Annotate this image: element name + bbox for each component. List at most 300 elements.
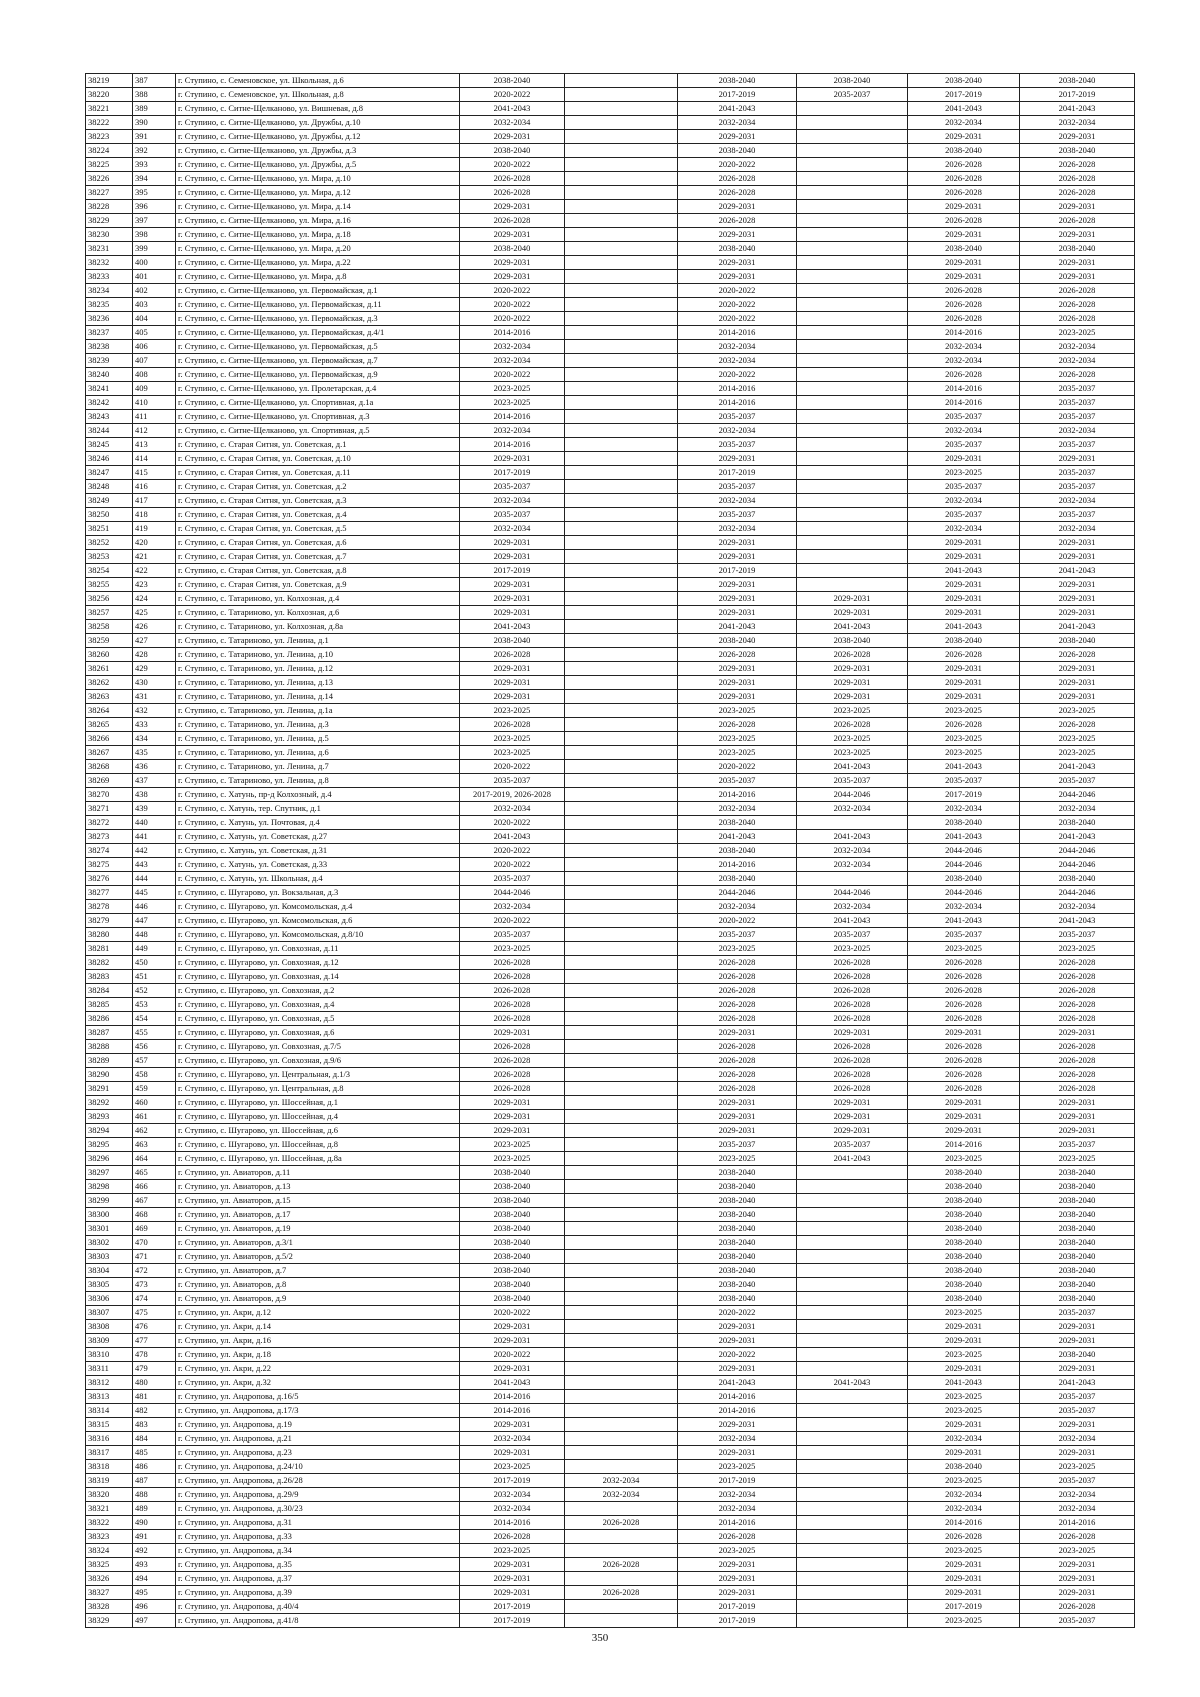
table-cell: 2017-2019 bbox=[678, 1600, 797, 1614]
table-cell: 2038-2040 bbox=[908, 1250, 1020, 1264]
table-cell: 2023-2025 bbox=[460, 1544, 565, 1558]
table-cell: 406 bbox=[133, 340, 176, 354]
table-cell: 2020-2022 bbox=[678, 1306, 797, 1320]
table-cell: 38259 bbox=[86, 634, 133, 648]
table-row bbox=[86, 1068, 1135, 1082]
table-cell: 2038-2040 bbox=[678, 1194, 797, 1208]
table-cell: 495 bbox=[133, 1586, 176, 1600]
table-cell: 2035-2037 bbox=[1020, 396, 1135, 410]
table-cell: 38263 bbox=[86, 690, 133, 704]
table-cell: 2029-2031 bbox=[678, 1110, 797, 1124]
table-cell: г. Ступино, ул. Авиаторов, д.8 bbox=[176, 1278, 460, 1292]
table-cell: 2035-2037 bbox=[797, 774, 908, 788]
table-row bbox=[86, 1222, 1135, 1236]
table-cell: 2038-2040 bbox=[460, 1292, 565, 1306]
table-cell: г. Ступино, с. Шугарово, ул. Совхозная, д.7/5 bbox=[176, 1040, 460, 1054]
table-cell: 2041-2043 bbox=[908, 564, 1020, 578]
table-cell: г. Ступино, с. Хатунь, ул. Школьная, д.4 bbox=[176, 872, 460, 886]
table-cell: 38276 bbox=[86, 872, 133, 886]
table-cell: г. Ступино, с. Шугарово, ул. Шоссейная, д.4 bbox=[176, 1110, 460, 1124]
table-cell: 2032-2034 bbox=[678, 340, 797, 354]
table-cell: 2029-2031 bbox=[797, 606, 908, 620]
table-cell: 2023-2025 bbox=[797, 746, 908, 760]
table-cell: 38246 bbox=[86, 452, 133, 466]
table-cell: 2032-2034 bbox=[797, 802, 908, 816]
table-cell: 2026-2028 bbox=[678, 998, 797, 1012]
table-cell: 2038-2040 bbox=[1020, 144, 1135, 158]
table-cell: 2026-2028 bbox=[1020, 298, 1135, 312]
table-cell: 2035-2037 bbox=[1020, 1474, 1135, 1488]
table-cell: 2026-2028 bbox=[908, 214, 1020, 228]
table-cell: 2023-2025 bbox=[1020, 746, 1135, 760]
table-cell: 38231 bbox=[86, 242, 133, 256]
table-cell: г. Ступино, ул. Андропова, д.39 bbox=[176, 1586, 460, 1600]
table-cell: 405 bbox=[133, 326, 176, 340]
table-cell bbox=[797, 1320, 908, 1334]
table-cell: 2026-2028 bbox=[1020, 984, 1135, 998]
table-cell: 2032-2034 bbox=[460, 354, 565, 368]
table-cell: 2023-2025 bbox=[908, 1614, 1020, 1628]
table-cell: 2035-2037 bbox=[460, 872, 565, 886]
table-cell: 2032-2034 bbox=[678, 900, 797, 914]
table-cell: 2029-2031 bbox=[678, 578, 797, 592]
table-cell: г. Ступино, с. Старая Ситня, ул. Советская, д.6 bbox=[176, 536, 460, 550]
table-cell: 2029-2031 bbox=[908, 1572, 1020, 1586]
table-cell: 431 bbox=[133, 690, 176, 704]
table-row bbox=[86, 228, 1135, 242]
table-cell: 2038-2040 bbox=[460, 242, 565, 256]
table-cell: 476 bbox=[133, 1320, 176, 1334]
table-cell: 2029-2031 bbox=[1020, 676, 1135, 690]
table-cell: 38260 bbox=[86, 648, 133, 662]
table-cell: 38227 bbox=[86, 186, 133, 200]
table-cell: 452 bbox=[133, 984, 176, 998]
table-cell: 38235 bbox=[86, 298, 133, 312]
table-cell: 2035-2037 bbox=[678, 774, 797, 788]
table-cell: 2032-2034 bbox=[460, 1432, 565, 1446]
table-cell: 2035-2037 bbox=[678, 928, 797, 942]
table-cell: 2038-2040 bbox=[908, 1460, 1020, 1474]
table-cell: 38249 bbox=[86, 494, 133, 508]
table-cell: г. Ступино, с. Ситне-Щелканово, ул. Мира, д.16 bbox=[176, 214, 460, 228]
table-cell: 2023-2025 bbox=[1020, 1460, 1135, 1474]
table-cell: 2029-2031 bbox=[908, 550, 1020, 564]
table-cell: 440 bbox=[133, 816, 176, 830]
table-cell: 2026-2028 bbox=[908, 718, 1020, 732]
table-cell: 38267 bbox=[86, 746, 133, 760]
table-cell: 2038-2040 bbox=[908, 1236, 1020, 1250]
table-cell: г. Ступино, ул. Авиаторов, д.9 bbox=[176, 1292, 460, 1306]
table-cell: 38304 bbox=[86, 1264, 133, 1278]
table-row bbox=[86, 1544, 1135, 1558]
table-cell bbox=[797, 228, 908, 242]
table-cell: 38327 bbox=[86, 1586, 133, 1600]
table-cell: 2014-2016 bbox=[908, 1516, 1020, 1530]
table-row bbox=[86, 382, 1135, 396]
table-cell: 462 bbox=[133, 1124, 176, 1138]
table-cell: г. Ступино, ул. Андропова, д.23 bbox=[176, 1446, 460, 1460]
table-cell: 2029-2031 bbox=[1020, 1558, 1135, 1572]
table-cell bbox=[565, 1348, 678, 1362]
table-cell: 2017-2019 bbox=[908, 88, 1020, 102]
table-cell: 2038-2040 bbox=[460, 1194, 565, 1208]
table-cell bbox=[565, 200, 678, 214]
table-cell: 2041-2043 bbox=[678, 620, 797, 634]
table-cell: 403 bbox=[133, 298, 176, 312]
table-cell: г. Ступино, с. Старая Ситня, ул. Советская, д.4 bbox=[176, 508, 460, 522]
table-cell: 2032-2034 bbox=[908, 494, 1020, 508]
table-cell: 2035-2037 bbox=[908, 774, 1020, 788]
table-cell: 2032-2034 bbox=[460, 424, 565, 438]
table-cell: 2038-2040 bbox=[678, 242, 797, 256]
table-cell: 2029-2031 bbox=[908, 452, 1020, 466]
table-cell: 2023-2025 bbox=[460, 732, 565, 746]
table-cell bbox=[797, 1166, 908, 1180]
table-cell: г. Ступино, с. Шугарово, ул. Совхозная, д.2 bbox=[176, 984, 460, 998]
table-cell bbox=[565, 1068, 678, 1082]
table-cell: 497 bbox=[133, 1614, 176, 1628]
table-cell: 38325 bbox=[86, 1558, 133, 1572]
table-cell: 2026-2028 bbox=[1020, 1082, 1135, 1096]
table-cell: 2032-2034 bbox=[460, 340, 565, 354]
table-cell: 455 bbox=[133, 1026, 176, 1040]
table-cell: 2029-2031 bbox=[1020, 228, 1135, 242]
table-cell bbox=[565, 1530, 678, 1544]
table-cell: 2023-2025 bbox=[1020, 1544, 1135, 1558]
table-row bbox=[86, 1166, 1135, 1180]
table-cell bbox=[565, 928, 678, 942]
table-cell: 2038-2040 bbox=[908, 872, 1020, 886]
table-cell: 2038-2040 bbox=[1020, 1264, 1135, 1278]
table-cell: 2038-2040 bbox=[797, 634, 908, 648]
table-row bbox=[86, 872, 1135, 886]
table-row bbox=[86, 1278, 1135, 1292]
table-cell: г. Ступино, с. Татариново, ул. Ленина, д.8 bbox=[176, 774, 460, 788]
table-cell bbox=[565, 354, 678, 368]
table-row bbox=[86, 1026, 1135, 1040]
table-row bbox=[86, 1096, 1135, 1110]
table-cell: г. Ступино, с. Татариново, ул. Ленина, д.12 bbox=[176, 662, 460, 676]
table-row bbox=[86, 788, 1135, 802]
table-cell: 2038-2040 bbox=[1020, 74, 1135, 88]
table-cell: 2026-2028 bbox=[460, 172, 565, 186]
table-cell bbox=[797, 1586, 908, 1600]
table-cell bbox=[565, 326, 678, 340]
table-cell: 2023-2025 bbox=[678, 746, 797, 760]
table-cell: 38279 bbox=[86, 914, 133, 928]
table-cell: г. Ступино, с. Татариново, ул. Ленина, д.7 bbox=[176, 760, 460, 774]
table-cell bbox=[565, 718, 678, 732]
table-row bbox=[86, 1600, 1135, 1614]
table-cell: 2029-2031 bbox=[908, 1096, 1020, 1110]
table-cell: 465 bbox=[133, 1166, 176, 1180]
table-cell: 38274 bbox=[86, 844, 133, 858]
table-cell: 2038-2040 bbox=[460, 1222, 565, 1236]
table-cell: 2029-2031 bbox=[460, 578, 565, 592]
table-cell bbox=[565, 578, 678, 592]
table-cell: 2029-2031 bbox=[1020, 578, 1135, 592]
table-cell: 2029-2031 bbox=[1020, 536, 1135, 550]
table-cell: 2044-2046 bbox=[908, 886, 1020, 900]
table-cell: 2020-2022 bbox=[678, 914, 797, 928]
table-cell: г. Ступино, с. Ситне-Щелканово, ул. Первомайская, д.4/1 bbox=[176, 326, 460, 340]
table-cell bbox=[565, 1208, 678, 1222]
table-cell: 470 bbox=[133, 1236, 176, 1250]
table-row bbox=[86, 1292, 1135, 1306]
table-cell: 2038-2040 bbox=[460, 1180, 565, 1194]
table-row bbox=[86, 1362, 1135, 1376]
table-cell bbox=[565, 1572, 678, 1586]
table-cell: 2029-2031 bbox=[678, 452, 797, 466]
table-cell bbox=[565, 410, 678, 424]
table-cell bbox=[797, 1446, 908, 1460]
table-row bbox=[86, 774, 1135, 788]
table-row bbox=[86, 830, 1135, 844]
table-cell: г. Ступино, ул. Андропова, д.33 bbox=[176, 1530, 460, 1544]
table-cell: 2023-2025 bbox=[678, 732, 797, 746]
table-cell: 2026-2028 bbox=[678, 186, 797, 200]
table-row bbox=[86, 1110, 1135, 1124]
table-row bbox=[86, 634, 1135, 648]
table-cell bbox=[565, 396, 678, 410]
table-row bbox=[86, 1124, 1135, 1138]
table-cell: 2017-2019 bbox=[460, 1614, 565, 1628]
table-cell: 2020-2022 bbox=[678, 284, 797, 298]
table-cell: г. Ступино, с. Хатунь, пр-д Колхозный, д.4 bbox=[176, 788, 460, 802]
table-cell: 2029-2031 bbox=[678, 676, 797, 690]
table-cell bbox=[565, 158, 678, 172]
table-cell: 38247 bbox=[86, 466, 133, 480]
table-cell: 2029-2031 bbox=[1020, 270, 1135, 284]
table-cell bbox=[797, 354, 908, 368]
table-cell bbox=[565, 508, 678, 522]
table-cell: г. Ступино, с. Ситне-Щелканово, ул. Дружбы, д.5 bbox=[176, 158, 460, 172]
table-cell: г. Ступино, с. Шугарово, ул. Вокзальная, д.3 bbox=[176, 886, 460, 900]
table-cell: 2038-2040 bbox=[1020, 1278, 1135, 1292]
table-cell: 2044-2046 bbox=[908, 858, 1020, 872]
table-cell: 2032-2034 bbox=[908, 354, 1020, 368]
table-cell: 2035-2037 bbox=[797, 88, 908, 102]
table-cell: 2032-2034 bbox=[460, 1488, 565, 1502]
table-cell: 2026-2028 bbox=[797, 956, 908, 970]
table-row bbox=[86, 298, 1135, 312]
table-cell: 2014-2016 bbox=[908, 1138, 1020, 1152]
table-cell: 468 bbox=[133, 1208, 176, 1222]
table-row bbox=[86, 536, 1135, 550]
table-cell: 38326 bbox=[86, 1572, 133, 1586]
table-cell: 2029-2031 bbox=[460, 200, 565, 214]
table-cell: 2038-2040 bbox=[678, 74, 797, 88]
table-cell: 38321 bbox=[86, 1502, 133, 1516]
table-cell bbox=[797, 508, 908, 522]
table-cell: 2035-2037 bbox=[908, 508, 1020, 522]
table-cell: 464 bbox=[133, 1152, 176, 1166]
table-cell bbox=[797, 438, 908, 452]
table-cell: 2023-2025 bbox=[908, 1404, 1020, 1418]
table-cell: г. Ступино, с. Шугарово, ул. Шоссейная, д.8 bbox=[176, 1138, 460, 1152]
table-cell: г. Ступино, с. Ситне-Щелканово, ул. Первомайская, д.11 bbox=[176, 298, 460, 312]
table-row bbox=[86, 998, 1135, 1012]
table-cell: 2026-2028 bbox=[460, 970, 565, 984]
table-cell: 2035-2037 bbox=[1020, 382, 1135, 396]
table-cell: 2038-2040 bbox=[1020, 1180, 1135, 1194]
table-cell: 38290 bbox=[86, 1068, 133, 1082]
table-cell bbox=[565, 74, 678, 88]
table-cell: 393 bbox=[133, 158, 176, 172]
table-cell: г. Ступино, с. Старая Ситня, ул. Советская, д.8 bbox=[176, 564, 460, 578]
table-cell: 2035-2037 bbox=[460, 774, 565, 788]
table-cell: 2029-2031 bbox=[908, 1334, 1020, 1348]
table-cell bbox=[565, 298, 678, 312]
table-cell: 2029-2031 bbox=[1020, 1446, 1135, 1460]
table-cell: 457 bbox=[133, 1054, 176, 1068]
table-cell: 389 bbox=[133, 102, 176, 116]
table-cell: 492 bbox=[133, 1544, 176, 1558]
table-cell: г. Ступино, ул. Андропова, д.21 bbox=[176, 1432, 460, 1446]
table-cell: 2026-2028 bbox=[460, 1530, 565, 1544]
table-cell: 38315 bbox=[86, 1418, 133, 1432]
table-row bbox=[86, 270, 1135, 284]
table-cell: 2014-2016 bbox=[678, 858, 797, 872]
table-cell: 2044-2046 bbox=[1020, 886, 1135, 900]
table-cell: г. Ступино, ул. Андропова, д.31 bbox=[176, 1516, 460, 1530]
table-cell: 2029-2031 bbox=[797, 676, 908, 690]
table-cell: 2020-2022 bbox=[678, 1348, 797, 1362]
table-cell bbox=[565, 466, 678, 480]
table-cell: 2014-2016 bbox=[460, 326, 565, 340]
table-cell: г. Ступино, с. Шугарово, ул. Шоссейная, д.6 bbox=[176, 1124, 460, 1138]
table-cell: 427 bbox=[133, 634, 176, 648]
table-cell: 2029-2031 bbox=[908, 1110, 1020, 1124]
table-cell: 2026-2028 bbox=[908, 172, 1020, 186]
table-cell: г. Ступино, ул. Акри, д.22 bbox=[176, 1362, 460, 1376]
table-cell: 412 bbox=[133, 424, 176, 438]
table-cell: 2029-2031 bbox=[678, 1362, 797, 1376]
table-row bbox=[86, 1474, 1135, 1488]
table-cell: г. Ступино, ул. Акри, д.14 bbox=[176, 1320, 460, 1334]
table-cell: г. Ступино, с. Шугарово, ул. Совхозная, д.6 bbox=[176, 1026, 460, 1040]
table-cell: г. Ступино, с. Ситне-Щелканово, ул. Дружбы, д.3 bbox=[176, 144, 460, 158]
table-cell: 2026-2028 bbox=[908, 984, 1020, 998]
table-cell: 473 bbox=[133, 1278, 176, 1292]
table-cell: 2026-2028 bbox=[1020, 970, 1135, 984]
table-cell: 2014-2016 bbox=[460, 410, 565, 424]
table-cell: 2029-2031 bbox=[678, 606, 797, 620]
table-cell bbox=[797, 1558, 908, 1572]
table-cell: 2023-2025 bbox=[797, 942, 908, 956]
table-cell bbox=[797, 466, 908, 480]
table-cell: 392 bbox=[133, 144, 176, 158]
table-cell: 2035-2037 bbox=[797, 1138, 908, 1152]
table-cell: 445 bbox=[133, 886, 176, 900]
table-cell: 38282 bbox=[86, 956, 133, 970]
table-cell: г. Ступино, ул. Андропова, д.19 bbox=[176, 1418, 460, 1432]
table-row bbox=[86, 256, 1135, 270]
table-cell: 472 bbox=[133, 1264, 176, 1278]
table-row bbox=[86, 942, 1135, 956]
table-row bbox=[86, 1516, 1135, 1530]
table-cell: г. Ступино, с. Старая Ситня, ул. Советская, д.5 bbox=[176, 522, 460, 536]
table-cell: 2029-2031 bbox=[908, 200, 1020, 214]
table-cell: 2032-2034 bbox=[678, 1502, 797, 1516]
table-cell: 38309 bbox=[86, 1334, 133, 1348]
table-cell: 2014-2016 bbox=[460, 1390, 565, 1404]
table-cell bbox=[565, 1138, 678, 1152]
table-row bbox=[86, 354, 1135, 368]
table-cell bbox=[565, 214, 678, 228]
table-cell: 2026-2028 bbox=[678, 1012, 797, 1026]
table-cell bbox=[565, 1278, 678, 1292]
table-cell: 38324 bbox=[86, 1544, 133, 1558]
table-cell: 402 bbox=[133, 284, 176, 298]
table-cell: г. Ступино, с. Шугарово, ул. Совхозная, д.5 bbox=[176, 1012, 460, 1026]
table-cell: 2032-2034 bbox=[678, 424, 797, 438]
table-cell: 493 bbox=[133, 1558, 176, 1572]
table-cell: 2029-2031 bbox=[908, 228, 1020, 242]
table-cell: 2017-2019 bbox=[460, 1474, 565, 1488]
table-cell: 2038-2040 bbox=[678, 1292, 797, 1306]
table-cell: г. Ступино, ул. Авиаторов, д.11 bbox=[176, 1166, 460, 1180]
table-cell: 38272 bbox=[86, 816, 133, 830]
table-cell: 2020-2022 bbox=[678, 298, 797, 312]
table-cell: 2026-2028 bbox=[908, 970, 1020, 984]
table-cell: 424 bbox=[133, 592, 176, 606]
table-cell: 2038-2040 bbox=[908, 1194, 1020, 1208]
table-cell: 2026-2028 bbox=[908, 298, 1020, 312]
table-cell: г. Ступино, с. Татариново, ул. Ленина, д.1а bbox=[176, 704, 460, 718]
table-row bbox=[86, 130, 1135, 144]
table-cell: 395 bbox=[133, 186, 176, 200]
table-cell: 458 bbox=[133, 1068, 176, 1082]
table-cell: 2023-2025 bbox=[1020, 1152, 1135, 1166]
table-cell: 2038-2040 bbox=[678, 1264, 797, 1278]
table-cell: 38256 bbox=[86, 592, 133, 606]
table-cell: 38237 bbox=[86, 326, 133, 340]
table-cell: 490 bbox=[133, 1516, 176, 1530]
table-cell: 2029-2031 bbox=[678, 256, 797, 270]
table-cell: 2029-2031 bbox=[908, 676, 1020, 690]
table-cell: г. Ступино, с. Ситне-Щелканово, ул. Мира, д.14 bbox=[176, 200, 460, 214]
table-cell: 432 bbox=[133, 704, 176, 718]
table-cell: 2026-2028 bbox=[1020, 214, 1135, 228]
table-cell: 2041-2043 bbox=[908, 760, 1020, 774]
table-cell: 2032-2034 bbox=[908, 340, 1020, 354]
table-cell: 2041-2043 bbox=[460, 830, 565, 844]
table-cell: 2029-2031 bbox=[678, 1320, 797, 1334]
table-cell bbox=[565, 382, 678, 396]
table-cell: 38238 bbox=[86, 340, 133, 354]
table-cell: 2038-2040 bbox=[908, 634, 1020, 648]
table-cell: 2017-2019 bbox=[678, 1614, 797, 1628]
table-cell: 38305 bbox=[86, 1278, 133, 1292]
table-cell bbox=[797, 102, 908, 116]
table-cell: 2014-2016 bbox=[678, 1390, 797, 1404]
table-cell: 2026-2028 bbox=[1020, 718, 1135, 732]
table-cell: 2032-2034 bbox=[908, 1502, 1020, 1516]
table-row bbox=[86, 1152, 1135, 1166]
table-cell: 38241 bbox=[86, 382, 133, 396]
table-cell: 2029-2031 bbox=[797, 592, 908, 606]
table-cell: 2023-2025 bbox=[460, 396, 565, 410]
table-cell: 2029-2031 bbox=[1020, 1110, 1135, 1124]
table-cell: 2026-2028 bbox=[460, 648, 565, 662]
table-row bbox=[86, 424, 1135, 438]
table-cell bbox=[797, 186, 908, 200]
table-cell: 409 bbox=[133, 382, 176, 396]
table-cell: 451 bbox=[133, 970, 176, 984]
table-cell: 2026-2028 bbox=[678, 1082, 797, 1096]
table-cell: 2026-2028 bbox=[678, 1040, 797, 1054]
